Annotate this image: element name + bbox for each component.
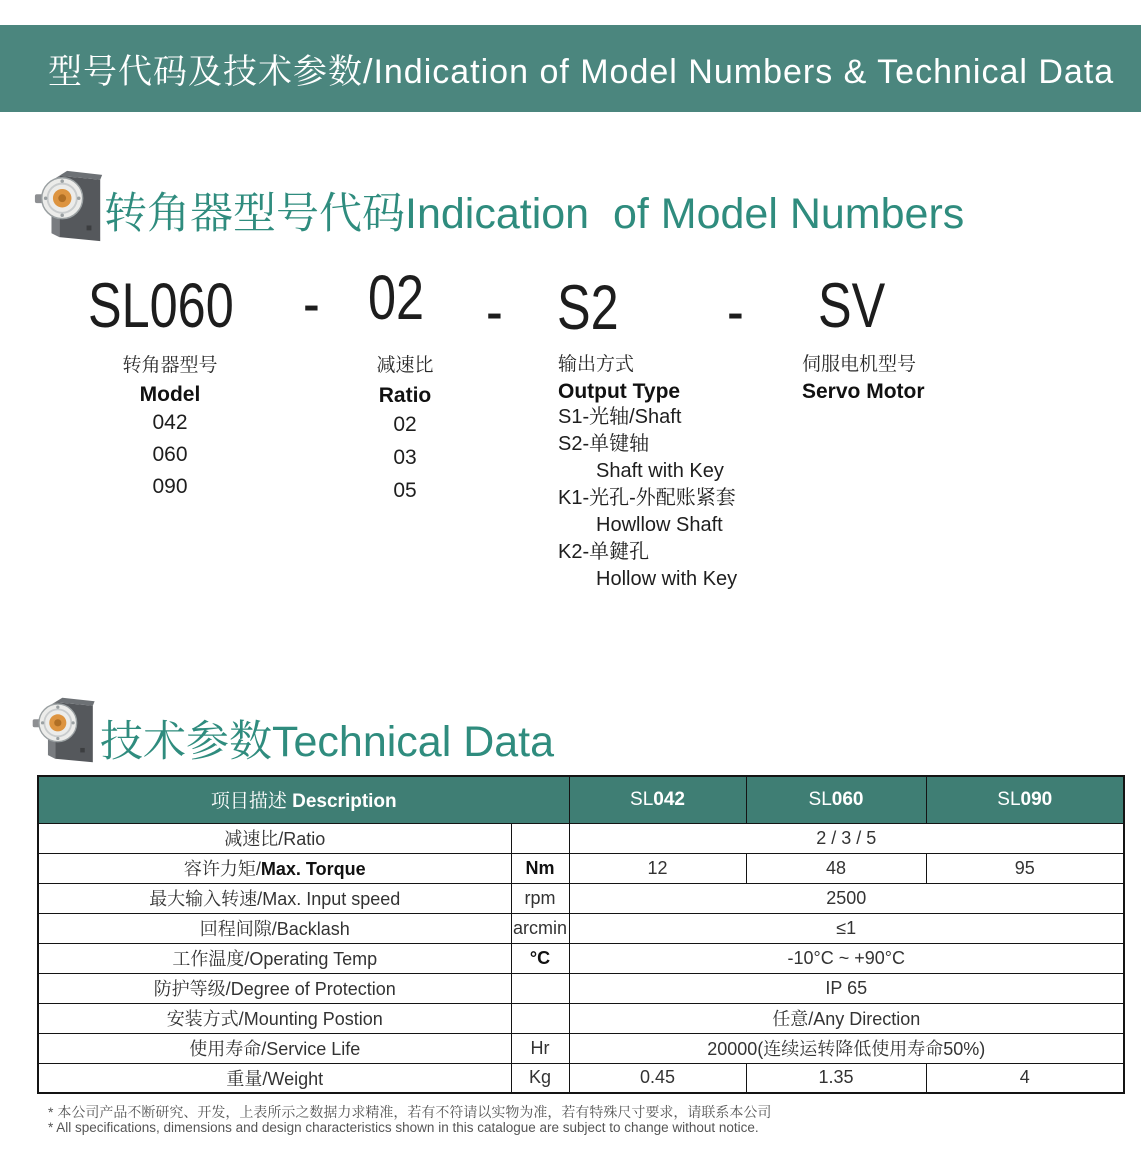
row-unit: arcmin (511, 913, 569, 943)
row-label (38, 913, 511, 943)
row-label (38, 973, 511, 1003)
row-value-sl060: 1.35 (746, 1063, 926, 1093)
table-row-mounting-position (38, 1003, 1124, 1033)
gearbox-product-icon (30, 694, 100, 766)
row-unit (511, 1003, 569, 1033)
row-unit (511, 823, 569, 853)
description-header-en: Description (292, 791, 397, 813)
model-option: 060 (152, 443, 188, 466)
row-value-sl042: 0.45 (569, 1063, 746, 1093)
row-label-zh: 重量/ (226, 1068, 268, 1089)
column-header-description (38, 776, 569, 823)
output-type-column (558, 349, 838, 593)
row-unit: Nm (511, 853, 569, 883)
ratio-option: 05 (393, 479, 417, 502)
model-column-label-en: Model (139, 383, 201, 406)
output-column-label-en: Output Type (558, 380, 681, 403)
row-value-sl090: 4 (926, 1063, 1124, 1093)
model-code-servo: SV (818, 271, 886, 341)
model-column (95, 350, 245, 503)
row-unit: Kg (511, 1063, 569, 1093)
row-label-en: Max. Torque (260, 859, 366, 879)
model-code-dash: - (486, 277, 503, 347)
model-code-model: SL060 (88, 271, 234, 341)
model-column-label-zh: 转角器型号 (122, 355, 218, 376)
table-row-max-input-speed (38, 883, 1124, 913)
output-option-sub: Hollow with Key (596, 568, 738, 590)
table-row-service-life (38, 1033, 1124, 1063)
row-label (38, 853, 511, 883)
table-header-row (38, 776, 1124, 823)
row-label-en: Degree of Protection (230, 979, 396, 999)
row-label-en: Mounting Postion (243, 1009, 383, 1029)
table-row-ratio (38, 823, 1124, 853)
model-numbers-section-title: 转角器型号代码Indication of Model Numbers (104, 190, 965, 238)
row-value-sl060: 48 (746, 853, 926, 883)
ratio-option: 03 (393, 446, 417, 469)
model-code-ratio: 02 (368, 263, 425, 333)
row-value-merged: 任意/Any Direction (569, 1003, 1124, 1033)
row-value-merged: 20000(连续运转降低使用寿命50%) (569, 1033, 1124, 1063)
row-value-merged: -10°C ~ +90°C (569, 943, 1124, 973)
row-value-merged: IP 65 (569, 973, 1124, 1003)
row-unit: rpm (511, 883, 569, 913)
output-column-label-zh: 输出方式 (558, 354, 635, 375)
row-label-en: Backlash (276, 919, 350, 939)
row-label-zh: 安装方式/ (166, 1009, 244, 1029)
row-label-zh: 减速比/ (224, 829, 284, 849)
model-number: 060 (831, 788, 864, 810)
page-header-banner (0, 25, 1141, 112)
table-row-max-torque (38, 853, 1124, 883)
model-option: 090 (152, 475, 188, 498)
table-row-weight (38, 1063, 1124, 1093)
row-label-en: Service Life (266, 1039, 361, 1059)
model-prefix: SL (997, 788, 1021, 810)
row-value-sl090: 95 (926, 853, 1124, 883)
row-unit: Hr (511, 1033, 569, 1063)
row-value-merged: 2 / 3 / 5 (569, 823, 1124, 853)
output-option-sub: Shaft with Key (596, 460, 724, 482)
table-row-degree-of-protection (38, 973, 1124, 1003)
row-label-zh: 最大输入转速/ (149, 889, 263, 909)
model-code-dash: - (727, 277, 744, 347)
technical-data-table (37, 775, 1125, 1094)
row-label (38, 1063, 511, 1093)
row-label (38, 823, 511, 853)
servo-column-label-zh: 伺服电机型号 (802, 354, 917, 375)
model-code-dash: - (303, 269, 320, 339)
row-label-zh: 回程间隙/ (199, 919, 277, 939)
column-header-sl042 (569, 776, 746, 823)
row-label-en: Ratio (283, 829, 326, 849)
row-unit: °C (511, 943, 569, 973)
row-label (38, 883, 511, 913)
output-option: K1-光孔-外配账紧套 (558, 487, 736, 509)
row-label-en: Weight (267, 1068, 324, 1089)
row-label (38, 1033, 511, 1063)
page-title: 型号代码及技术参数/Indication of Model Numbers & Technical Data (48, 53, 1115, 91)
output-option: S2-单键轴 (558, 433, 650, 455)
row-value-sl042: 12 (569, 853, 746, 883)
model-number: 042 (653, 788, 685, 810)
model-prefix: SL (630, 788, 654, 810)
table-row-operating-temp (38, 943, 1124, 973)
technical-data-section-title: 技术参数Technical Data (100, 718, 555, 766)
row-label-zh: 工作温度/ (172, 949, 250, 969)
ratio-column-label-zh: 减速比 (376, 355, 434, 376)
ratio-option: 02 (393, 413, 417, 436)
model-prefix: SL (808, 788, 832, 810)
row-label-en: Operating Temp (249, 949, 378, 969)
row-label-en: Max. Input speed (262, 889, 401, 909)
servo-column-label-en: Servo Motor (802, 380, 925, 403)
ratio-column-label-en: Ratio (378, 384, 432, 407)
row-value-merged: 2500 (569, 883, 1124, 913)
row-label-zh: 使用寿命/ (189, 1039, 267, 1059)
row-label (38, 1003, 511, 1033)
row-label-zh: 防护等级/ (153, 979, 231, 999)
row-label-zh: 容许力矩/ (183, 859, 261, 879)
table-row-backlash (38, 913, 1124, 943)
footnote-en: * All specifications, dimensions and design characteristics shown in this catalogue are subject to change without notice. (48, 1120, 759, 1135)
model-option: 042 (152, 411, 188, 434)
row-unit (511, 973, 569, 1003)
column-header-sl060 (746, 776, 926, 823)
column-header-sl090 (926, 776, 1124, 823)
output-option-sub: Howllow Shaft (596, 514, 723, 536)
output-option: K2-单鍵孔 (558, 541, 650, 563)
gearbox-product-icon (32, 167, 108, 245)
ratio-column (330, 350, 480, 507)
row-value-merged: ≤1 (569, 913, 1124, 943)
description-header-zh: 项目描述 (210, 791, 293, 813)
output-option: S1-光轴/Shaft (558, 406, 682, 428)
model-code-output-type: S2 (557, 273, 619, 343)
row-label (38, 943, 511, 973)
servo-motor-column (802, 349, 1022, 404)
footnote-zh: * 本公司产品不断研究、开发，上表所示之数据力求精准，若有不符请以实物为准，若有特殊尺寸要求，请联系本公司 (48, 1104, 772, 1120)
model-number: 090 (1020, 788, 1053, 810)
